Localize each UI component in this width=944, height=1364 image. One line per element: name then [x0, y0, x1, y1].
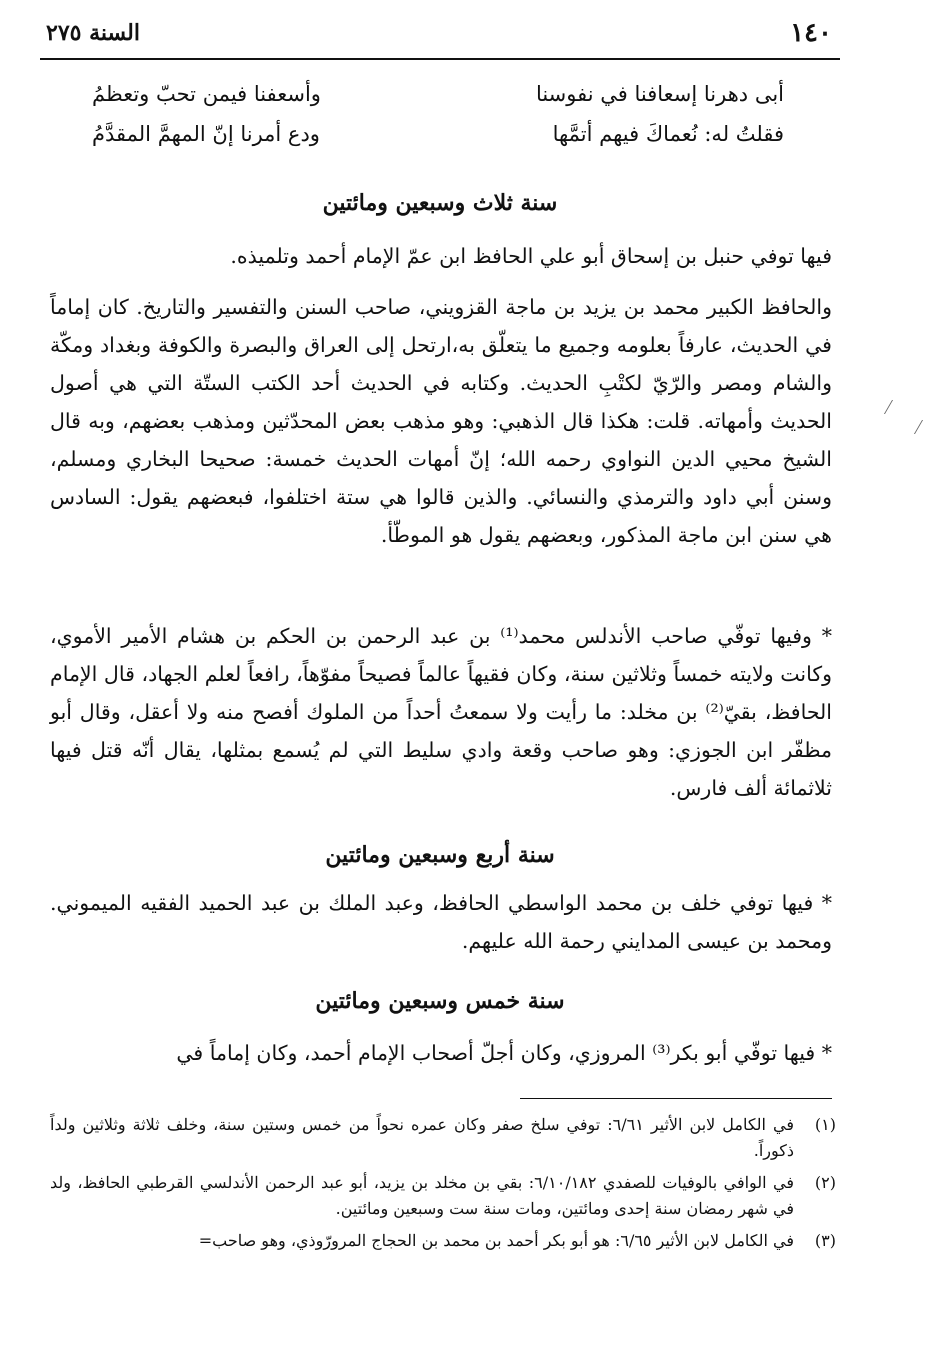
footnote-rule	[520, 1098, 832, 1099]
footnote	[50, 1112, 840, 1164]
header-rule	[40, 58, 840, 60]
footnote-text: في الكامل لابن الأثير ٦/٦١: توفي سلخ صفر وكان عمره نحواً من خمس وستين سنة، وخلف ثلاثة وثلاثين ولداً ذكوراً.	[50, 1115, 794, 1160]
section-heading-year-274: سنة أربع وسبعين ومائتين	[325, 842, 555, 868]
section-heading-year-275: سنة خمس وسبعين ومائتين	[315, 988, 565, 1014]
footnote-number: (٣)	[814, 1231, 836, 1250]
footnote	[50, 1170, 840, 1222]
footnote-number: (١)	[814, 1115, 836, 1134]
verse-first-hemistich: أبى دهرنا إسعافنا في نفوسنا	[535, 82, 784, 106]
margin-pencil-mark	[914, 420, 933, 434]
paragraph: * وفيها توفّي صاحب الأندلس محمد⁽¹⁾ بن عبد الرحمن بن الحكم بن هشام الأمير الأموي، وكانت ولايته خمساً وثلاثين سنة، وكان فقيهاً عالماً فصيحاً مفوّهاً، رافعاً لعلم الجهاد، قال الإمام الحافظ، بقيّ⁽²⁾ بن مخلد: ما رأيت ولا سمعتُ أحداً من الملوك أفصح منه ولا أعقل، وقال أبو مظفّر ابن الجوزي: وهو صاحب وقعة وادي سليط التي لم يُسمع بمثلها، يقال أنّه قتل فيها ثلاثمائة ألف فارس.	[50, 624, 832, 800]
verse-first-hemistich: فقلتُ له: نُعماكَ فيهم أتمَّها	[552, 122, 784, 146]
poem	[92, 82, 784, 162]
verse-second-hemistich: ودع أمرنا إنّ المهمَّ المقدَّمُ	[92, 122, 320, 146]
margin-pencil-mark	[884, 400, 903, 414]
paragraph: * فيها توفّي أبو بكر⁽³⁾ المروزي، وكان أجلّ أصحاب الإمام أحمد، وكان إماماً في	[176, 1041, 832, 1065]
running-header	[40, 14, 840, 54]
paragraph: والحافظ الكبير محمد بن يزيد بن ماجة القزويني، صاحب السنن والتفسير والتاريخ. كان إماماً في الحديث، عارفاً بعلومه وجميع ما يتعلّق به،ارتحل إلى العراق والبصرة والكوفة وبغداد ومكّة والشام ومصر والرّيّ لكتْبِ الحديث. وكتابه في الحديث أحد الكتب الستّة التي هي أصول الحديث وأمهاته. قلت: هكذا قال الذهبي: وهو مذهب بعض المحدّثين ومذهب بعضهم، وبه قال الشيخ محيي الدين النواوي رحمه الله؛ إنّ أمهات الحديث خمسة: صحيحا البخاري ومسلم، وسنن أبي داود والترمذي والنسائي. والذين قالوا هي ستة اختلفوا، فبعضهم يقول: السادس هي سنن ابن ماجة المذكور، وبعضهم يقول هو الموطّأ.	[50, 295, 832, 547]
poem-verse	[92, 122, 784, 162]
footnote-number: (٢)	[814, 1173, 836, 1192]
footnote-text: في الوافي بالوفيات للصفدي ٦/١٠/١٨٢: بقي بن مخلد بن يزيد، أبو عبد الرحمن الأندلسي القرطبي الحافظ، ولد في شهر رمضان سنة إحدى ومائتين، ومات سنة ست وسبعين ومائتين.	[50, 1173, 795, 1218]
section-heading-year-273: سنة ثلاث وسبعين ومائتين	[322, 190, 558, 216]
footnote	[50, 1228, 840, 1254]
footnotes	[50, 1112, 840, 1260]
paragraph: فيها توفي حنبل بن إسحاق أبو علي الحافظ ابن عمّ الإمام أحمد وتلميذه.	[230, 244, 832, 268]
paragraph: * فيها توفي خلف بن محمد الواسطي الحافظ، وعبد الملك بن عبد الحميد الفقيه الميموني. ومحمد بن عيسى المدايني رحمة الله عليهم.	[50, 891, 832, 953]
header-year: السنة ٢٧٥	[46, 20, 140, 46]
verse-second-hemistich: وأسعفنا فيمن تحبّ وتعظمُ	[92, 82, 321, 106]
footnote-text: في الكامل لابن الأثير ٦/٦٥: هو أبو بكر أحمد بن محمد بن الحجاج المرورّوذي، وهو صاحب=	[198, 1231, 794, 1250]
poem-verse	[92, 82, 784, 122]
page-number: ١٤٠	[790, 18, 832, 48]
